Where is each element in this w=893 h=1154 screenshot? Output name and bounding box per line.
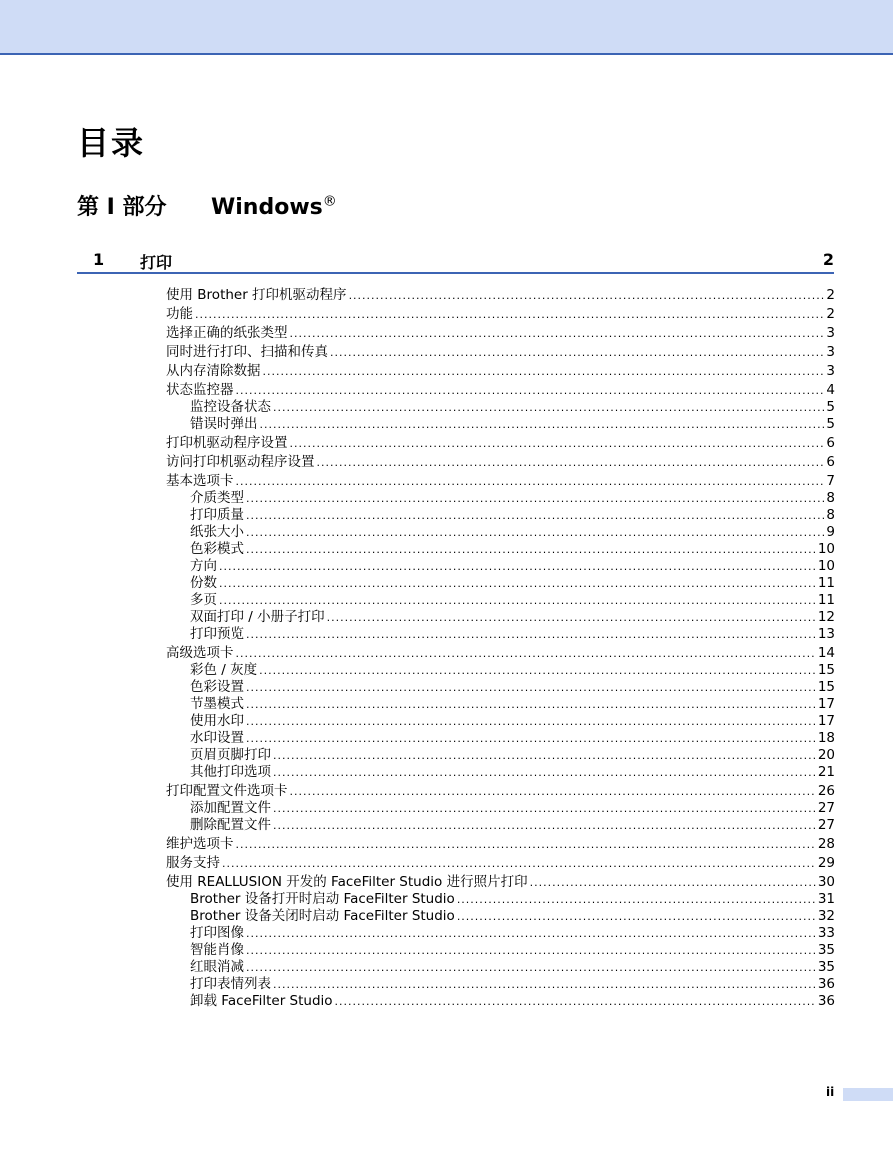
- dot-leader: [219, 592, 816, 609]
- chapter-heading[interactable]: [77, 250, 834, 274]
- toc-entry-title: 卸载 FaceFilter Studio: [190, 993, 333, 1009]
- toc-title: 目录: [77, 124, 146, 162]
- toc-entry-title: 智能肖像: [190, 942, 244, 958]
- toc-entry[interactable]: [166, 435, 835, 452]
- toc-entry-title: 服务支持: [166, 855, 220, 871]
- toc-entry-page: 33: [817, 925, 835, 941]
- toc-entry[interactable]: [166, 836, 835, 853]
- toc-entry-page: 3: [826, 325, 835, 341]
- toc-subentry[interactable]: [190, 764, 835, 781]
- toc-subentry[interactable]: [190, 747, 835, 764]
- toc-entry-page: 5: [826, 416, 835, 432]
- toc-subentry[interactable]: [190, 976, 835, 993]
- dot-leader: [259, 662, 816, 679]
- toc-entry-title: Brother 设备打开时启动 FaceFilter Studio: [190, 891, 455, 907]
- toc-subentry[interactable]: [190, 558, 835, 575]
- dot-leader: [222, 855, 816, 872]
- dot-leader: [260, 416, 825, 433]
- toc-entry-page: 8: [826, 490, 835, 506]
- toc-entry-page: 17: [817, 713, 835, 729]
- dot-leader: [246, 925, 816, 942]
- dot-leader: [330, 344, 824, 361]
- toc-entry-page: 35: [817, 942, 835, 958]
- toc-subentry[interactable]: [190, 730, 835, 747]
- dot-leader: [236, 473, 825, 490]
- toc-entry-page: 27: [817, 800, 835, 816]
- part-heading: [77, 190, 337, 221]
- toc-entry-page: 28: [817, 836, 835, 852]
- toc-entry-page: 30: [817, 874, 835, 890]
- dot-leader: [236, 836, 816, 853]
- dot-leader: [195, 306, 824, 323]
- dot-leader: [327, 609, 816, 626]
- dot-leader: [246, 679, 816, 696]
- toc-entry-title: 添加配置文件: [190, 800, 271, 816]
- toc-entry-title: 从内存清除数据: [166, 363, 261, 379]
- toc-entry-page: 5: [826, 399, 835, 415]
- dot-leader: [273, 976, 816, 993]
- toc-entry-page: 18: [817, 730, 835, 746]
- dot-leader: [530, 874, 816, 891]
- dot-leader: [246, 730, 816, 747]
- toc-entry-page: 36: [817, 993, 835, 1009]
- toc-entry-page: 10: [817, 541, 835, 557]
- dot-leader: [349, 287, 825, 304]
- header-band: [0, 0, 893, 55]
- toc-entry-page: 29: [817, 855, 835, 871]
- toc-entry[interactable]: [166, 874, 835, 891]
- toc-subentry[interactable]: [190, 908, 835, 925]
- toc-entry-title: 其他打印选项: [190, 764, 271, 780]
- toc-entry[interactable]: [166, 645, 835, 662]
- toc-entry-page: 4: [826, 382, 835, 398]
- dot-leader: [246, 524, 824, 541]
- chapter-title: 打印: [140, 253, 173, 272]
- toc-entry-page: 20: [817, 747, 835, 763]
- toc-subentry[interactable]: [190, 416, 835, 433]
- dot-leader: [290, 435, 825, 452]
- dot-leader: [273, 747, 816, 764]
- toc-entry-title: 页眉页脚打印: [190, 747, 271, 763]
- toc-entry-title: 维护选项卡: [166, 836, 234, 852]
- dot-leader: [335, 993, 816, 1010]
- toc-entry-page: 2: [826, 306, 835, 322]
- dot-leader: [273, 399, 824, 416]
- toc-subentry[interactable]: [190, 541, 835, 558]
- toc-entry-title: 删除配置文件: [190, 817, 271, 833]
- toc-subentry[interactable]: [190, 993, 835, 1010]
- toc-subentry[interactable]: [190, 399, 835, 416]
- toc-entry-page: 2: [826, 287, 835, 303]
- toc-entry-title: 访问打印机驱动程序设置: [166, 454, 315, 470]
- dot-leader: [246, 541, 816, 558]
- dot-leader: [457, 908, 816, 925]
- dot-leader: [290, 325, 825, 342]
- toc-entry-page: 6: [826, 454, 835, 470]
- chapter-number: 1: [93, 250, 105, 269]
- toc-entry-page: 14: [817, 645, 835, 661]
- toc-entry[interactable]: [166, 344, 835, 361]
- toc-entry[interactable]: [166, 454, 835, 471]
- dot-leader: [246, 626, 816, 643]
- toc-entry-page: 3: [826, 344, 835, 360]
- page-number: ii: [826, 1085, 835, 1099]
- toc-subentry[interactable]: [190, 891, 835, 908]
- dot-leader: [273, 800, 816, 817]
- toc-entry-page: 31: [817, 891, 835, 907]
- toc-entry-page: 27: [817, 817, 835, 833]
- toc-entry-page: 26: [817, 783, 835, 799]
- toc-subentry[interactable]: [190, 626, 835, 643]
- toc-entry-title: 状态监控器: [166, 382, 234, 398]
- part-label: 第 I 部分: [77, 195, 167, 220]
- toc-entry-page: 17: [817, 696, 835, 712]
- toc-entry[interactable]: [166, 855, 835, 872]
- toc-subentry[interactable]: [190, 679, 835, 696]
- toc-entry-title: 色彩设置: [190, 679, 244, 695]
- toc-subentry[interactable]: [190, 942, 835, 959]
- dot-leader: [246, 696, 816, 713]
- toc-entry-page: 8: [826, 507, 835, 523]
- toc-entry-title: 打印预览: [190, 626, 244, 642]
- toc-entry-title: 打印表情列表: [190, 976, 271, 992]
- toc-entry-page: 12: [817, 609, 835, 625]
- toc-subentry[interactable]: [190, 609, 835, 626]
- toc-entry-title: 节墨模式: [190, 696, 244, 712]
- toc-entry-page: 35: [817, 959, 835, 975]
- dot-leader: [246, 959, 816, 976]
- toc-subentry[interactable]: [190, 592, 835, 609]
- toc-entry-page: 7: [826, 473, 835, 489]
- dot-leader: [236, 645, 816, 662]
- toc-entry-page: 11: [817, 575, 835, 591]
- toc-entry[interactable]: [166, 363, 835, 380]
- chapter-page: 2: [822, 250, 834, 269]
- dot-leader: [457, 891, 816, 908]
- dot-leader: [246, 507, 824, 524]
- toc-entry-page: 11: [817, 592, 835, 608]
- toc-entry-title: 同时进行打印、扫描和传真: [166, 344, 328, 360]
- toc-entry-title: 打印质量: [190, 507, 244, 523]
- toc-entry-title: 打印机驱动程序设置: [166, 435, 288, 451]
- toc-entry-title: 使用 Brother 打印机驱动程序: [166, 287, 347, 303]
- toc-entry-page: 10: [817, 558, 835, 574]
- toc-subentry[interactable]: [190, 696, 835, 713]
- toc-entry-title: 彩色 / 灰度: [190, 662, 258, 678]
- toc-subentry[interactable]: [190, 507, 835, 524]
- toc-subentry[interactable]: [190, 575, 835, 592]
- toc-entry-title: 纸张大小: [190, 524, 244, 540]
- toc-entry-title: 使用 REALLUSION 开发的 FaceFilter Studio 进行照片打印: [166, 874, 528, 890]
- toc-subentry[interactable]: [190, 713, 835, 730]
- toc-subentry[interactable]: [190, 925, 835, 942]
- toc-entry-title: 方向: [190, 558, 217, 574]
- dot-leader: [273, 764, 816, 781]
- toc-entry-title: 功能: [166, 306, 193, 322]
- toc-entry-page: 3: [826, 363, 835, 379]
- toc-entry-title: 介质类型: [190, 490, 244, 506]
- toc-entry-page: 15: [817, 662, 835, 678]
- toc-entry-title: 使用水印: [190, 713, 244, 729]
- toc-entry-title: 红眼消减: [190, 959, 244, 975]
- dot-leader: [246, 942, 816, 959]
- toc-entry[interactable]: [166, 287, 835, 304]
- toc-subentry[interactable]: [190, 490, 835, 507]
- dot-leader: [236, 382, 825, 399]
- toc-entry-title: 监控设备状态: [190, 399, 271, 415]
- toc-entry-page: 21: [817, 764, 835, 780]
- registered-mark: ®: [322, 193, 337, 210]
- toc-entry-title: Brother 设备关闭时启动 FaceFilter Studio: [190, 908, 455, 924]
- toc-entry-title: 基本选项卡: [166, 473, 234, 489]
- dot-leader: [246, 490, 824, 507]
- dot-leader: [219, 558, 816, 575]
- toc-entry-page: 32: [817, 908, 835, 924]
- toc-entry-title: 错误时弹出: [190, 416, 258, 432]
- toc-entry-page: 36: [817, 976, 835, 992]
- dot-leader: [290, 783, 816, 800]
- toc-entry[interactable]: [166, 473, 835, 490]
- toc-entry-title: 多页: [190, 592, 217, 608]
- toc-entry[interactable]: [166, 783, 835, 800]
- toc-subentry[interactable]: [190, 959, 835, 976]
- toc-subentry[interactable]: [190, 662, 835, 679]
- toc-entry-page: 6: [826, 435, 835, 451]
- part-title: Windows: [211, 195, 323, 220]
- toc-entry-title: 高级选项卡: [166, 645, 234, 661]
- toc-entry-title: 打印配置文件选项卡: [166, 783, 288, 799]
- toc-entry-page: 9: [826, 524, 835, 540]
- toc-entry-page: 15: [817, 679, 835, 695]
- toc-entry[interactable]: [166, 306, 835, 323]
- dot-leader: [317, 454, 825, 471]
- dot-leader: [273, 817, 816, 834]
- toc-subentry[interactable]: [190, 800, 835, 817]
- toc-entry-title: 水印设置: [190, 730, 244, 746]
- toc-subentry[interactable]: [190, 817, 835, 834]
- footer-tab: [843, 1088, 893, 1101]
- dot-leader: [219, 575, 816, 592]
- dot-leader: [246, 713, 816, 730]
- toc-entry-title: 双面打印 / 小册子打印: [190, 609, 325, 625]
- toc-entry-title: 份数: [190, 575, 217, 591]
- toc-entry-title: 打印图像: [190, 925, 244, 941]
- toc-subentry[interactable]: [190, 524, 835, 541]
- toc-entry[interactable]: [166, 325, 835, 342]
- dot-leader: [263, 363, 825, 380]
- toc-entry-page: 13: [817, 626, 835, 642]
- toc-entry-title: 选择正确的纸张类型: [166, 325, 288, 341]
- toc-entry[interactable]: [166, 382, 835, 399]
- toc-entry-title: 色彩模式: [190, 541, 244, 557]
- toc-list: [166, 285, 835, 1010]
